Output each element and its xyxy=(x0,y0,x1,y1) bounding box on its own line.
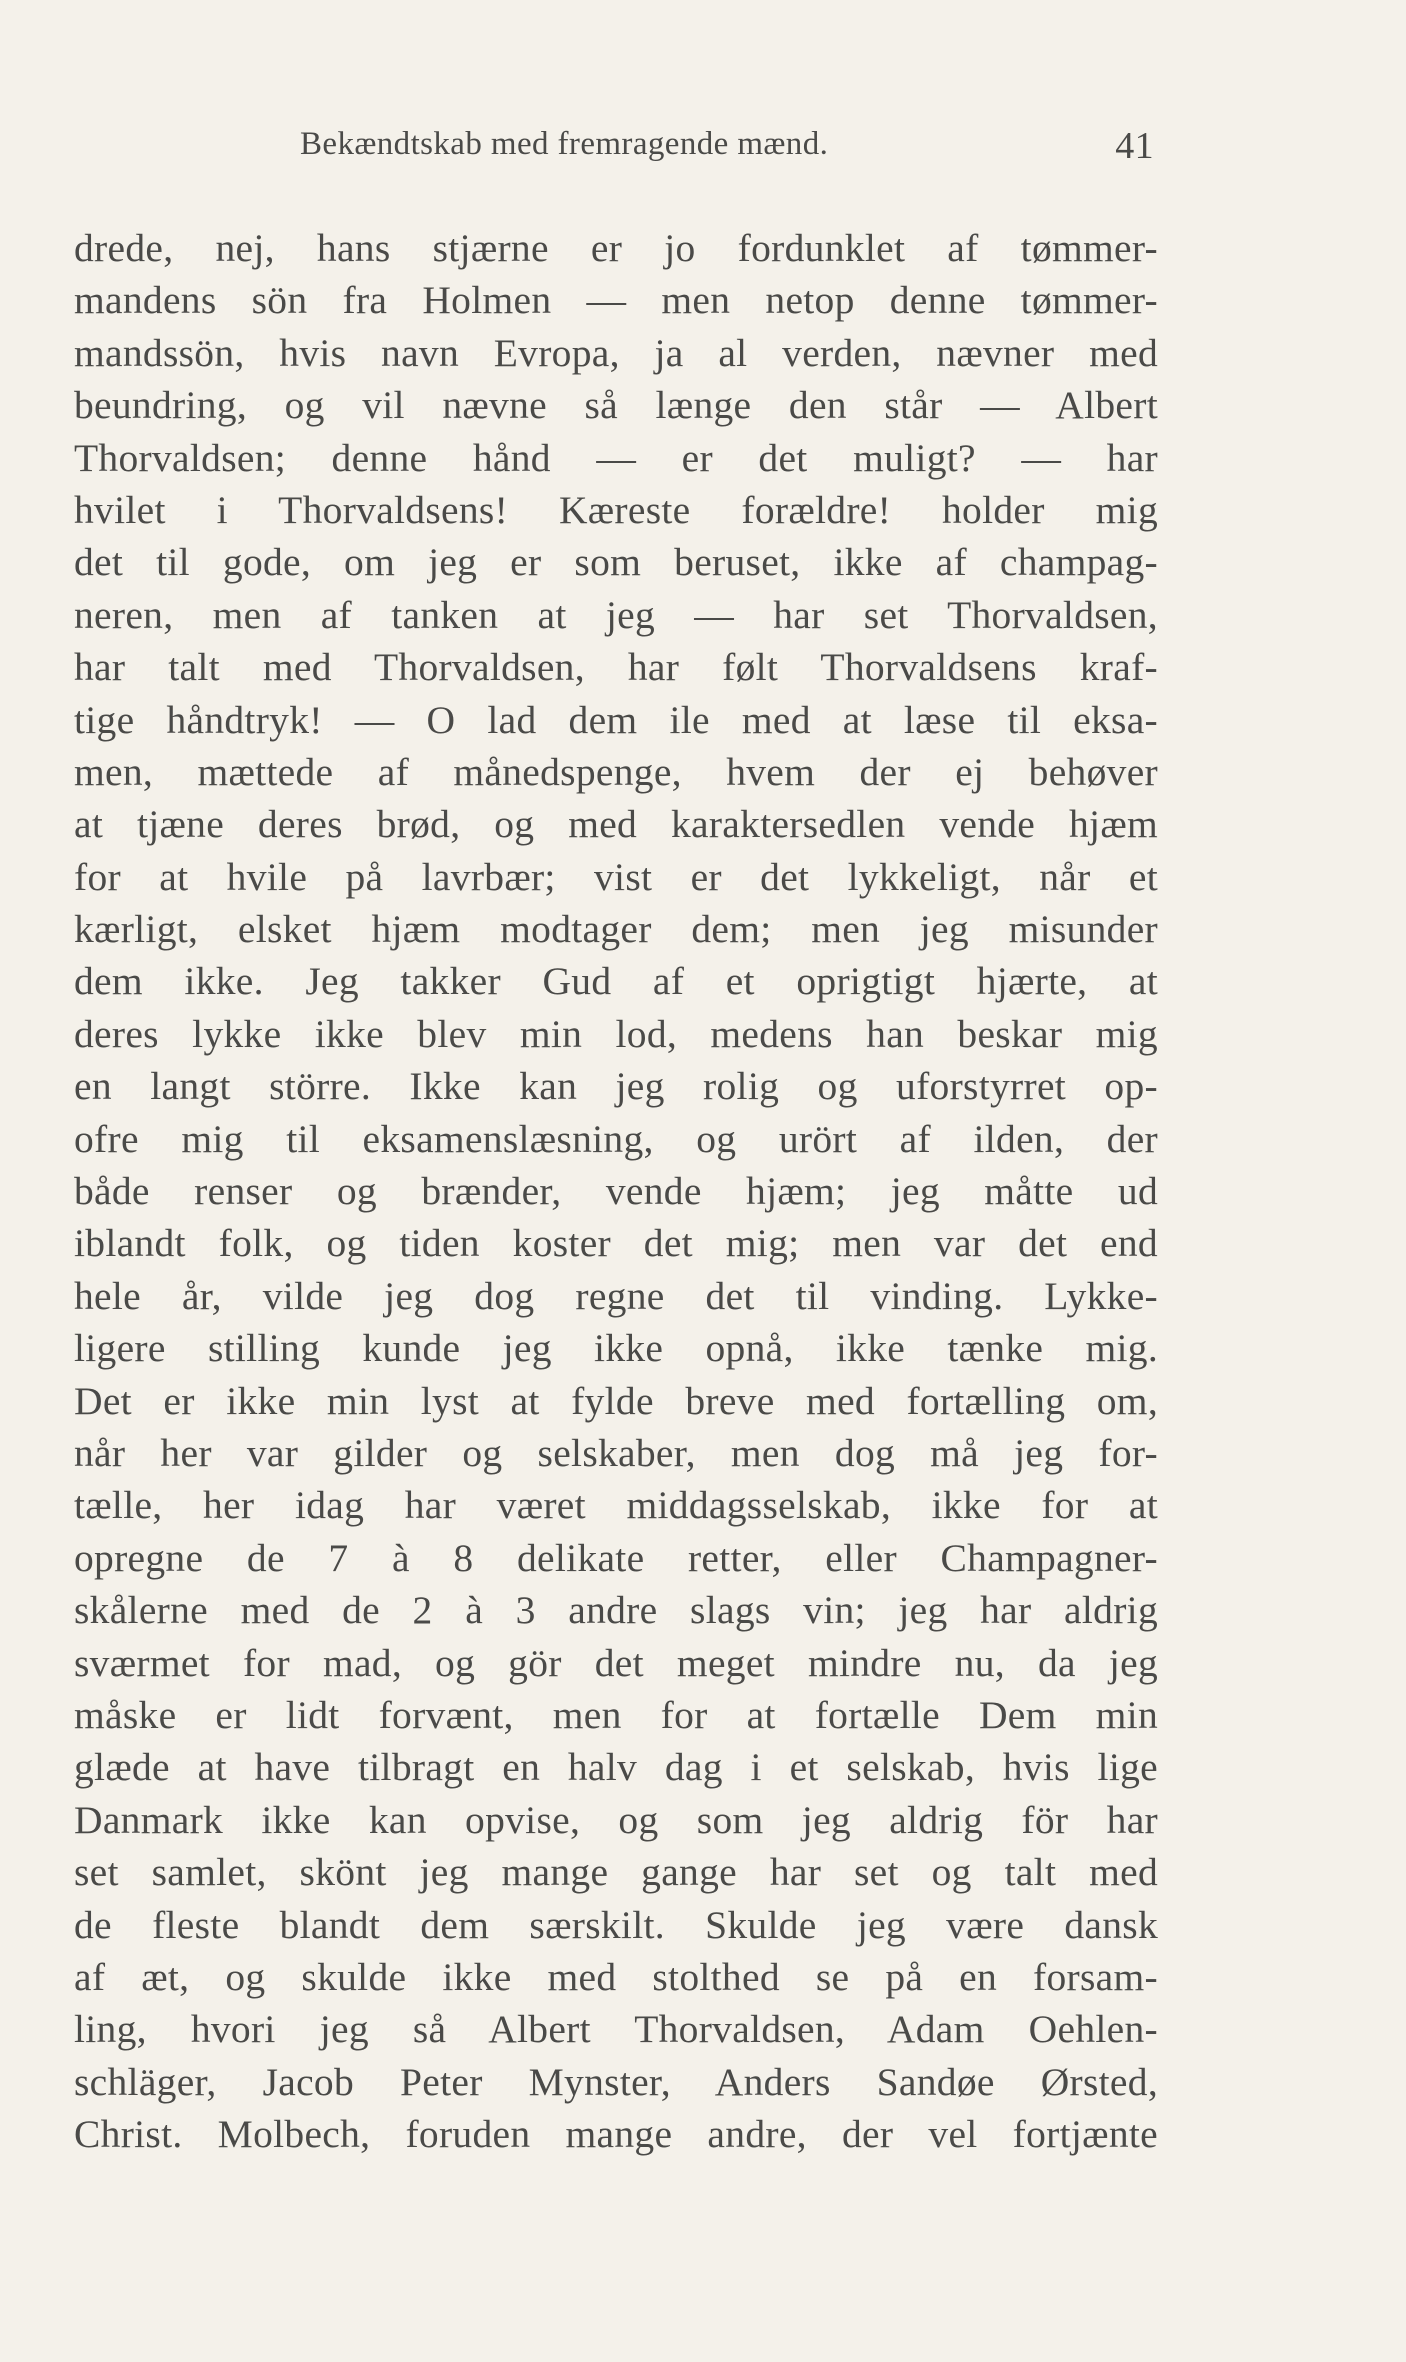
text-line: mandssön, hvis navn Evropa, ja al verden, nævner med xyxy=(74,330,1158,375)
text-line: schläger, Jacob Peter Mynster, Anders Sandøe Ørsted, xyxy=(74,2059,1158,2104)
text-line: beundring, og vil nævne så længe den står — Albert xyxy=(74,383,1158,428)
text-line: glæde at have tilbragt en halv dag i et selskab, hvis lige xyxy=(74,1745,1158,1790)
text-line: ligere stilling kunde jeg ikke opnå, ikke tænke mig. xyxy=(74,1326,1158,1371)
text-line: skålerne med de 2 à 3 andre slags vin; jeg har aldrig xyxy=(74,1588,1158,1633)
text-line: sværmet for mad, og gör det meget mindre nu, da jeg xyxy=(74,1640,1158,1685)
text-line: ofre mig til eksamenslæsning, og urört af ilden, der xyxy=(74,1116,1158,1161)
text-line: hvilet i Thorvaldsens! Kæreste forældre! holder mig xyxy=(74,487,1158,532)
text-line: ling, hvori jeg så Albert Thorvaldsen, Adam Oehlen- xyxy=(74,2007,1158,2052)
page-number: 41 xyxy=(1115,125,1154,167)
text-line: opregne de 7 à 8 delikate retter, eller Champagner- xyxy=(74,1535,1158,1580)
body-text xyxy=(74,222,1158,2160)
text-line: set samlet, skönt jeg mange gange har set og talt med xyxy=(74,1850,1158,1895)
text-line: Thorvaldsen; denne hånd — er det muligt? — har xyxy=(74,435,1158,480)
text-line: en langt större. Ikke kan jeg rolig og uforstyrret op- xyxy=(74,1064,1158,1109)
text-line: Danmark ikke kan opvise, og som jeg aldrig för har xyxy=(74,1797,1158,1842)
text-line: hele år, vilde jeg dog regne det til vinding. Lykke- xyxy=(74,1273,1158,1318)
page-header xyxy=(300,126,1170,174)
text-line: kærligt, elsket hjæm modtager dem; men jeg misunder xyxy=(74,907,1158,952)
text-line: men, mættede af månedspenge, hvem der ej behøver xyxy=(74,749,1158,794)
text-line: Det er ikke min lyst at fylde breve med fortælling om, xyxy=(74,1378,1158,1423)
text-line: tælle, her idag har været middagsselskab, ikke for at xyxy=(74,1483,1158,1528)
text-line: dem ikke. Jeg takker Gud af et oprigtigt hjærte, at xyxy=(74,959,1158,1004)
text-line: når her var gilder og selskaber, men dog må jeg for- xyxy=(74,1430,1158,1475)
text-line: af æt, og skulde ikke med stolthed se på en forsam- xyxy=(74,1954,1158,1999)
text-line: for at hvile på lavrbær; vist er det lykkeligt, når et xyxy=(74,854,1158,899)
running-title: Bekændtskab med fremragende mænd. xyxy=(300,126,829,162)
text-line: iblandt folk, og tiden koster det mig; men var det end xyxy=(74,1221,1158,1266)
text-line: neren, men af tanken at jeg — har set Thorvaldsen, xyxy=(74,592,1158,637)
text-line: mandens sön fra Holmen — men netop denne tømmer- xyxy=(74,278,1158,323)
text-line: måske er lidt forvænt, men for at fortælle Dem min xyxy=(74,1692,1158,1737)
text-line: de fleste blandt dem særskilt. Skulde jeg være dansk xyxy=(74,1902,1158,1947)
text-line: at tjæne deres brød, og med karaktersedlen vende hjæm xyxy=(74,802,1158,847)
text-line: tige håndtryk! — O lad dem ile med at læse til eksa- xyxy=(74,697,1158,742)
text-line: har talt med Thorvaldsen, har følt Thorvaldsens kraf- xyxy=(74,645,1158,690)
text-line: Christ. Molbech, foruden mange andre, der vel fortjænte xyxy=(74,2112,1158,2157)
text-line: både renser og brænder, vende hjæm; jeg måtte ud xyxy=(74,1169,1158,1214)
text-line: drede, nej, hans stjærne er jo fordunklet af tømmer- xyxy=(74,226,1158,270)
text-line: deres lykke ikke blev min lod, medens han beskar mig xyxy=(74,1011,1158,1056)
text-line: det til gode, om jeg er som beruset, ikke af champag- xyxy=(74,540,1158,585)
